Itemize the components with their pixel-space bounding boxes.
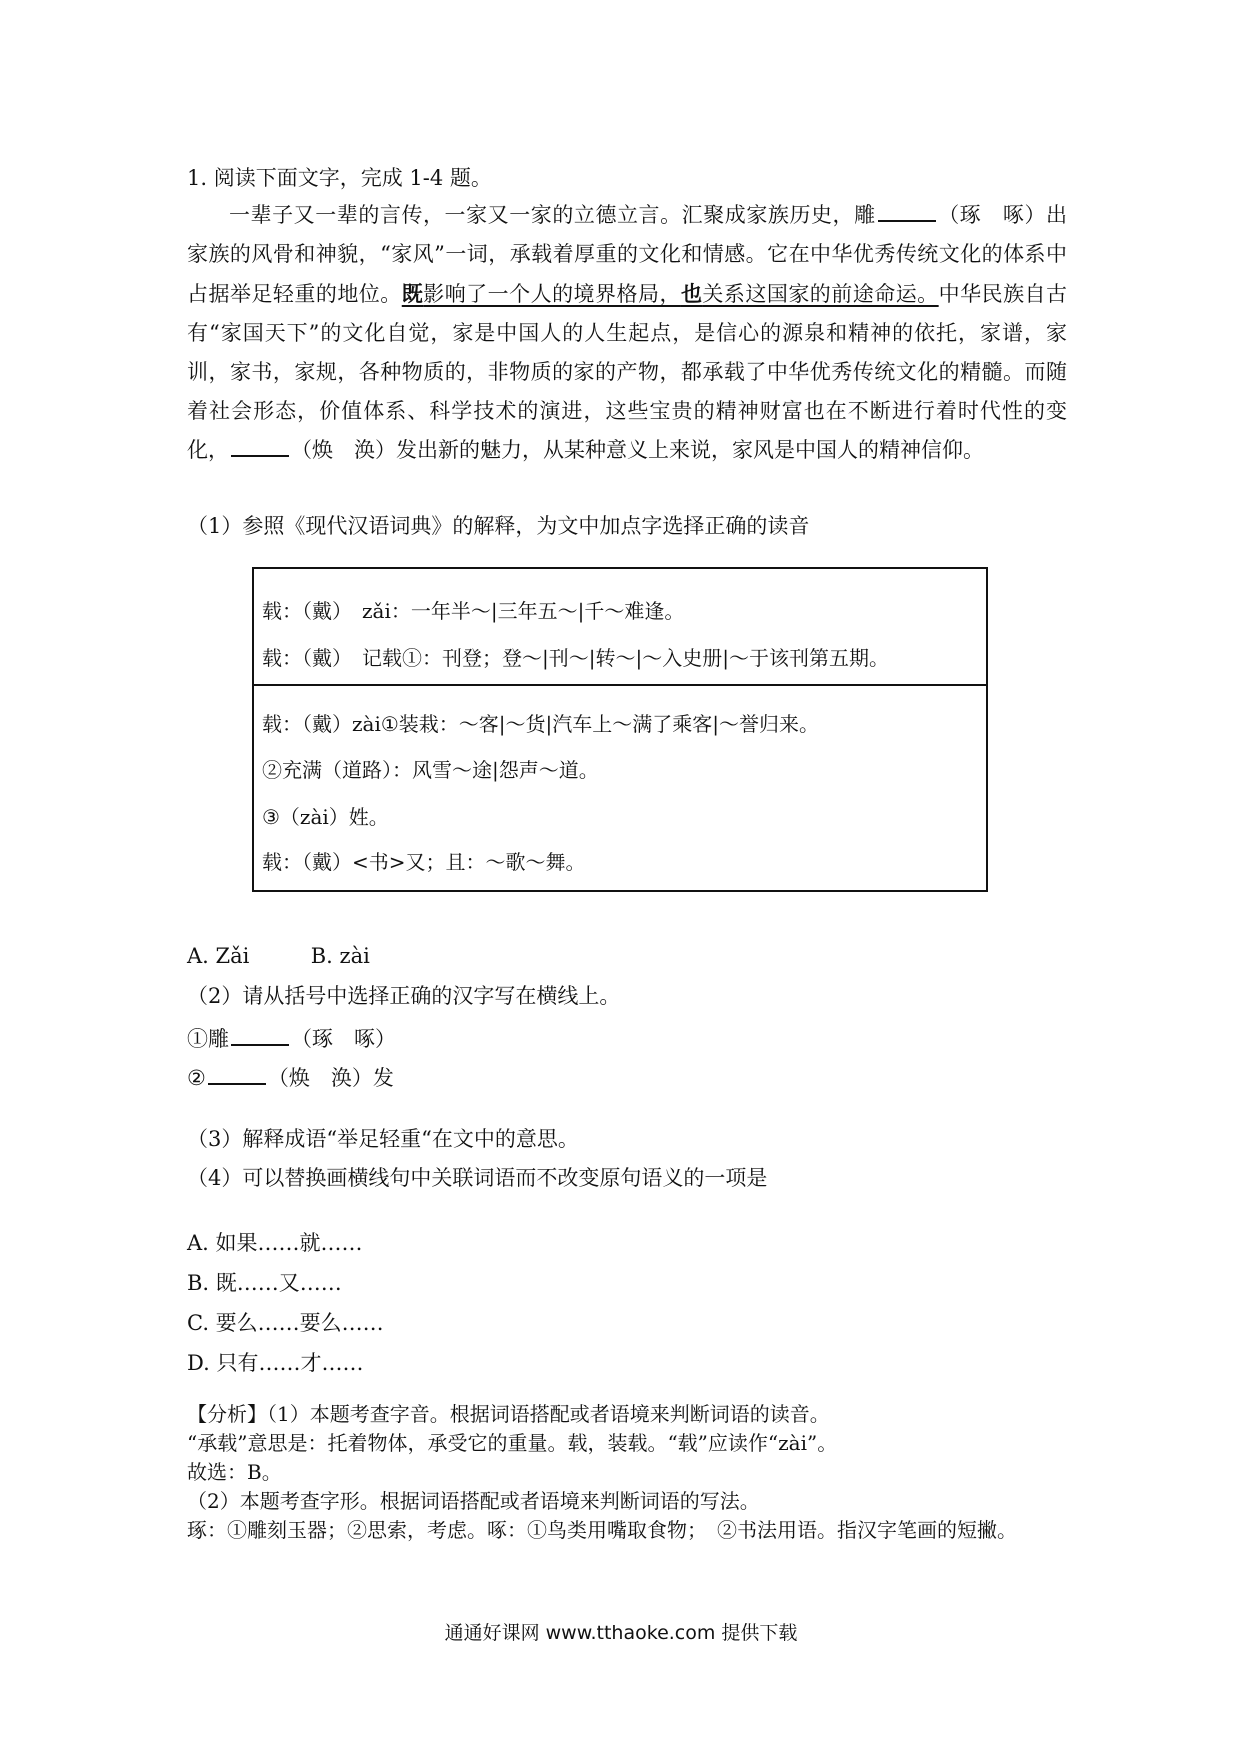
analysis-line: （2）本题考查字形。根据词语搭配或者语境来判断词语的写法。 [187,1489,760,1513]
choice-b: B. zài [310,944,370,968]
answer-blank-1 [878,198,936,222]
sub-question-3: （3）解释成语“举足轻重“在文中的意思。 [187,1127,579,1151]
reading-passage [187,196,1067,470]
q2-item-2: ② （焕 涣）发 [187,1061,394,1092]
dict-row: 载：（戴）<书>又；且：～歌～舞。 [262,850,586,874]
choice-a: A. Zǎi [187,944,250,968]
page-footer: 通通好课网 www.tthaoke.com 提供下载 [444,1622,798,1644]
dict-divider [254,684,986,686]
answer-blank-4 [208,1061,266,1085]
answer-blank-3 [231,1022,289,1046]
passage-part-5: 发出新的魅力，从某种意义上来说，家风是中国人的精神信仰。 [396,438,984,462]
connective-ji: 既 [401,281,424,306]
choice-c: C. 要么……要么…… [187,1311,384,1335]
underlined-sentence: 既影响了一个人的境界格局，也关系这国家的前途命运。 [401,281,939,306]
answer-blank-2 [231,433,289,457]
sub-question-4: （4）可以替换画横线句中关联词语而不改变原句语义的一项是 [187,1166,768,1190]
question-header: 1. 阅读下面文字，完成 1-4 题。 [187,166,492,190]
passage-options-2: （焕 涣） [291,438,396,462]
passage-part-2: 出家族的风骨和神貌，“家风”一词，承载着厚重的文化和情感。它在中华优秀传统文化的体系中占据举足轻重的地位。 [187,203,1068,306]
sub-question-2: （2）请从括号中选择正确的汉字写在横线上。 [187,984,621,1008]
dict-row: 载：（戴） 记载①：刊登；登～|刊～|转～|～入史册|～于该刊第五期。 [262,646,889,670]
analysis-line: 故选：B。 [187,1460,282,1484]
choice-row-q1 [187,942,370,970]
dict-row: ②充满（道路）：风雪～途|怨声～道。 [262,758,599,782]
dictionary-box [252,567,988,892]
analysis-line: 琢：①雕刻玉器；②思索，考虑。啄：①鸟类用嘴取食物； ②书法用语。指汉字笔画的短撇。 [187,1518,1017,1542]
analysis-line: 【分析】（1）本题考查字音。根据词语搭配或者语境来判断词语的读音。 [187,1402,830,1426]
choice-b: B. 既……又…… [187,1271,342,1295]
dict-row: ③（zài）姓。 [262,805,389,829]
sub-question-1: （1）参照《现代汉语词典》的解释，为文中加点字选择正确的读音 [187,514,810,538]
q2-item-1: ①雕 （琢 啄） [187,1022,396,1053]
passage-options-1: （琢 啄） [937,203,1047,227]
analysis-section [187,1400,1067,1545]
dict-row: 载：（戴） zǎi：一年半～|三年五～|千～难逢。 [262,599,685,623]
dict-row: 载：（戴）zài①装栽：～客|～货|汽车上～满了乘客|～誉归来。 [262,712,820,736]
choice-d: D. 只有……才…… [187,1351,364,1375]
passage-part-4: 中华民族自古有“家国天下”的文化自觉，家是中国人的人生起点，是信心的源泉和精神的依托，家谱，家训，家书，家规，各种物质的，非物质的家的产物，都承载了中华优秀传统文化的精髓。而随着社会形态，价值体系、科学技术的演进，这些宝贵的精神财富也在不断进行着时代性的变化， [187,282,1068,462]
connective-ye: 也 [680,281,703,306]
passage-part-1: 一辈子又一辈的言传，一家又一家的立德立言。汇聚成家族历史，雕 [229,203,876,227]
analysis-line: “承载”意思是：托着物体，承受它的重量。载，装载。“载”应读作“zài”。 [187,1431,838,1455]
choice-a: A. 如果……就…… [187,1231,363,1255]
